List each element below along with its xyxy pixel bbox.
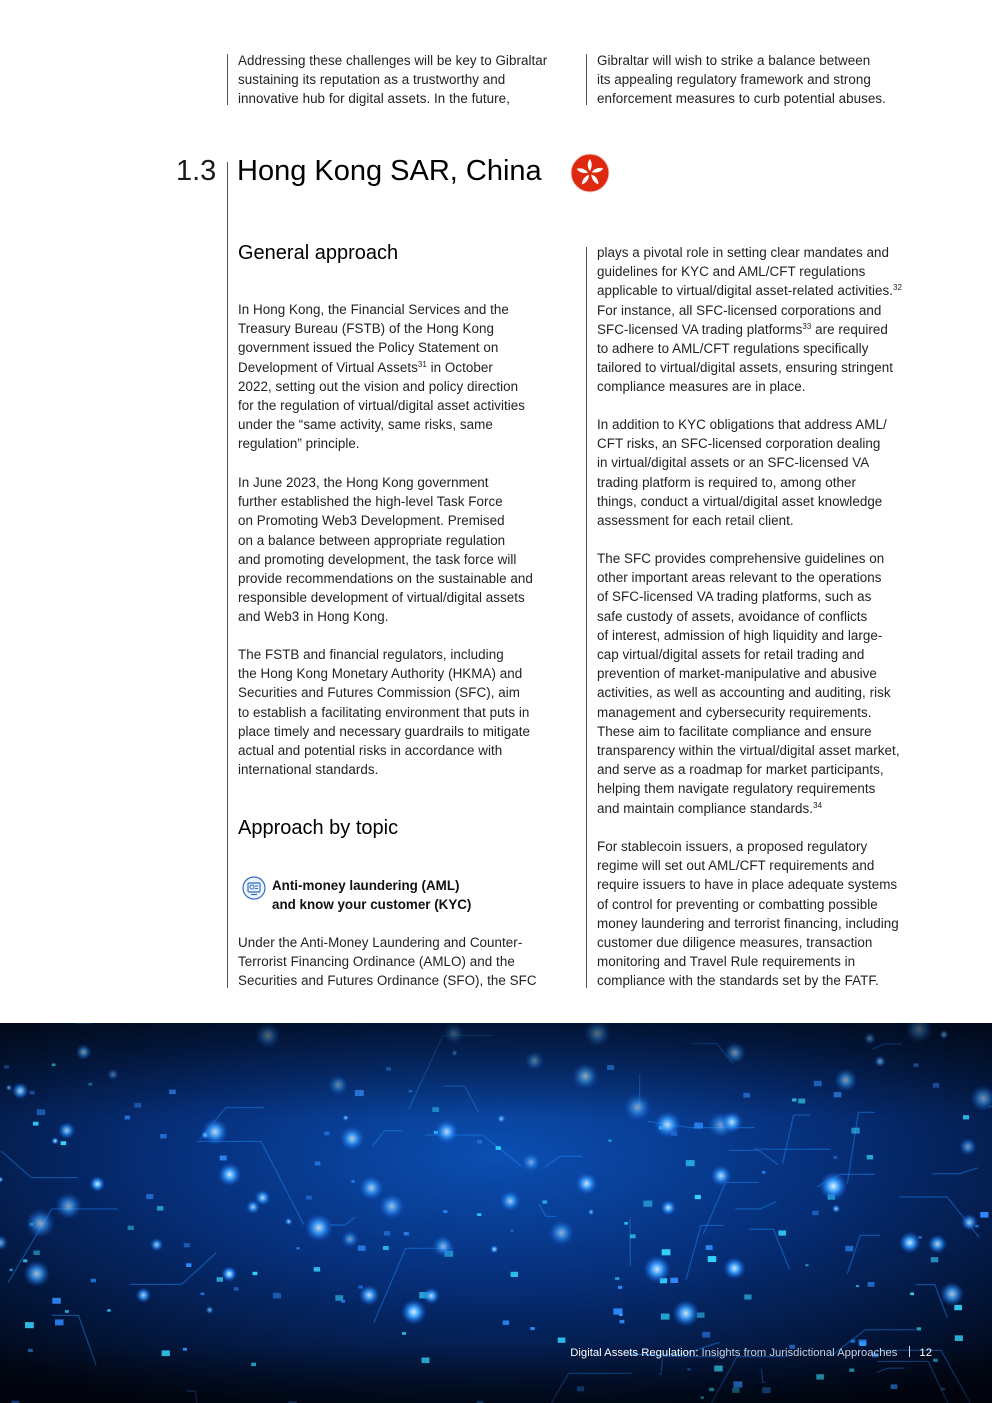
footer-title: Digital Assets Regulation: — [570, 1347, 699, 1359]
section-rule — [227, 162, 228, 988]
section-number: 1.3 — [176, 155, 217, 187]
footnote-ref-31[interactable]: 31 — [417, 359, 427, 369]
section-title: Hong Kong SAR, China — [237, 155, 542, 187]
intro-left-rule — [227, 54, 228, 105]
page-number: 12 — [919, 1347, 932, 1359]
footnote-ref-34[interactable]: 34 — [813, 800, 823, 810]
footer-subtitle: Insights from Jurisdictional Approaches — [698, 1347, 898, 1359]
intro-right-text: Gibraltar will wish to strike a balance between its appealing regulatory framework and strong enforcement measures to curb potential abuses. — [597, 53, 886, 107]
intro-left-text: Addressing these challenges will be key to Gibraltar sustaining its reputation as a trustworthy and innovative hub for digital assets. In the future, — [238, 53, 548, 107]
right-paragraph-4: For stablecoin issuers, a proposed regulatory regime will set out AML/CFT requirements and require issuers to have in place adequate systems of control for preventing or combatting possible money laundering and terrorist financing, including customer due diligence measures, transaction monitoring and Travel Rule requirements in compliance with the standards set by the FATF. — [597, 839, 899, 989]
footnote-ref-33[interactable]: 33 — [802, 321, 812, 331]
aml-kyc-icon — [242, 876, 266, 900]
aml-paragraph-1: Under the Anti-Money Laundering and Counter- Terrorist Financing Ordinance (AMLO) and the Securities and Futures Ordinance (SFO), the SFC — [238, 935, 537, 989]
right-column-rule — [586, 247, 587, 988]
right-paragraph-1-text-c: are required to adhere to AML/CFT regulations specifically tailored to virtual/digital assets, ensuring stringent compliance measures are in place. — [597, 321, 893, 395]
page-footer — [0, 1346, 932, 1359]
right-paragraph-3-text: The SFC provides comprehensive guidelines on other important areas relevant to the operations of SFC-licensed VA trading platforms, such as safe custody of assets, avoidance of conflicts of interest, admission of high liquidity and large- cap virtual/digital assets for retail trading and prevention of market-manipulative and abusive activities, as well as accounting and auditing, risk management and cybersecurity requirements. These aim to facilitate compliance and ensure transparency within the virtual/digital asset market, and serve as a roadmap for market participants, helping them navigate regulatory requirements and maintain compliance standards. — [597, 551, 900, 816]
approach-by-topic-heading: Approach by topic — [238, 817, 399, 839]
right-paragraph-1-text-b: For instance, all SFC-licensed corporations and SFC-licensed VA trading platforms — [597, 302, 882, 337]
general-paragraph-1-text-b: in October 2022, setting out the vision and policy direction for the regulation of virtual/digital asset activities under the “same activity, same risks, same regulation” principle. — [238, 359, 526, 452]
right-paragraph-3 — [597, 549, 900, 818]
hong-kong-flag-icon — [570, 153, 610, 193]
general-approach-heading: General approach — [238, 242, 399, 264]
general-paragraph-1-text-a: In Hong Kong, the Financial Services and the Treasury Bureau (FSTB) of the Hong Kong government issued the Policy Statement on Development of Virtual Assets — [238, 302, 509, 375]
footer-separator — [909, 1346, 910, 1357]
aml-kyc-title: Anti-money laundering (AML) and know your customer (KYC) — [272, 878, 472, 913]
right-paragraph-1-text-a: plays a pivotal role in setting clear mandates and guidelines for KYC and AML/CFT regulations applicable to virtual/digital asset-related activities. — [597, 245, 894, 299]
footnote-ref-32[interactable]: 32 — [893, 283, 903, 293]
general-paragraph-2: In June 2023, the Hong Kong government further established the high-level Task Force on Promoting Web3 Development. Premised on a balance between appropriate regulation and promoting development, the task force will provide recommendations on the sustainable and responsible development of virtual/digital assets and Web3 in Hong Kong. — [238, 475, 533, 625]
right-paragraph-1 — [597, 243, 902, 397]
general-paragraph-1 — [238, 300, 525, 454]
intro-right-rule — [586, 54, 587, 105]
right-paragraph-2: In addition to KYC obligations that address AML/ CFT risks, an SFC-licensed corporation dealing in virtual/digital assets or an SFC-licensed VA trading platform is required to, among other things, conduct a virtual/digital asset knowledge assessment for each retail client. — [597, 417, 887, 529]
general-paragraph-3: The FSTB and financial regulators, including the Hong Kong Monetary Authority (HKMA) and Securities and Futures Commission (SFC), aim to establish a facilitating environment that puts in place timely and necessary guardrails to mitigate actual and potential risks in accordance with international standards. — [238, 647, 530, 778]
